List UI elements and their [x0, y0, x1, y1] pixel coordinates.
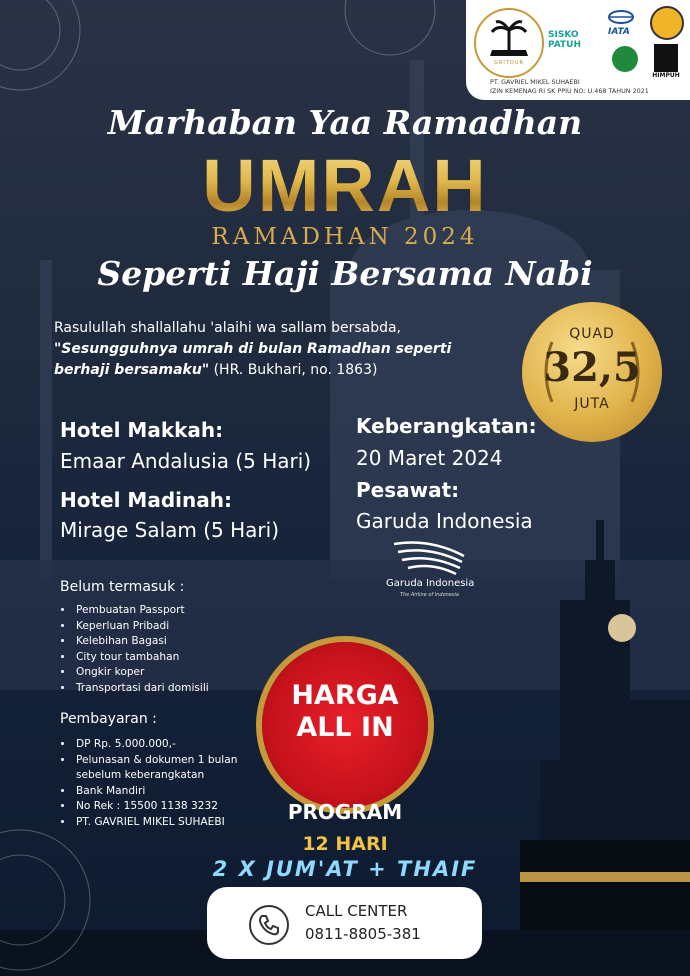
sisko-logo-text: SISKO [548, 30, 579, 40]
company-license [490, 78, 649, 96]
hotel-makkah-label: Hotel Makkah: [60, 418, 224, 442]
list-item: • Pembuatan Passport [74, 603, 274, 619]
himpuh-logo [654, 44, 678, 72]
partner-logos-card [466, 0, 690, 100]
airline-name: Garuda Indonesia [356, 509, 533, 533]
license-number: IZIN KEMENAG RI SK PPIU NO: U.468 TAHUN 2021 [490, 87, 649, 95]
company-name: PT. GAVRIEL MIKEL SUHAEBI [490, 78, 580, 86]
list-item: • No Rek : 15500 1138 3232 [74, 799, 274, 815]
program-label: PROGRAM [287, 800, 403, 824]
hotel-madinah-value: Mirage Salam (5 Hari) [60, 518, 280, 542]
page-title: UMRAH [0, 143, 690, 228]
list-item: • Transportasi dari domisili [74, 681, 274, 697]
call-center-label: CALL CENTER [305, 902, 408, 920]
hadith-quote [54, 318, 484, 381]
room-type: QUAD [569, 326, 615, 342]
list-item: • City tour tambahan [74, 650, 274, 666]
himpuh-logo-text: HIMPUH [652, 72, 680, 79]
greeting-heading: Marhaban Yaa Ramadhan [107, 103, 583, 142]
list-item: • Ongkir koper [74, 665, 274, 681]
payment-heading: Pembayaran : [60, 711, 157, 727]
price-amount: 32,5 [543, 344, 641, 391]
garuda-logo-tagline: The Airline of Indonesia [400, 592, 459, 598]
call-center-phone[interactable]: 0811-8805-381 [305, 925, 421, 943]
patuh-logo-text: PATUH [548, 40, 582, 50]
company-logo [474, 8, 544, 78]
all-in-price-badge [262, 642, 428, 808]
hadith-text: "Sesungguhnya umrah di bulan Ramadhan seperti berhaji bersamaku" [54, 341, 452, 378]
company-logo-text: GRITOUR [494, 60, 524, 66]
badge-line-2: ALL IN [296, 712, 394, 743]
list-item: • DP Rp. 5.000.000,- [74, 737, 274, 753]
excluded-heading: Belum termasuk : [60, 579, 185, 595]
hotel-makkah-value: Emaar Andalusia (5 Hari) [60, 449, 312, 473]
garuda-logo-text: Garuda Indonesia [386, 578, 475, 589]
list-item: • PT. GAVRIEL MIKEL SUHAEBI [74, 815, 274, 831]
globe-icon [608, 10, 634, 24]
departure-date: 20 Maret 2024 [356, 446, 503, 470]
hotel-madinah-label: Hotel Madinah: [60, 488, 232, 512]
program-duration: 12 HARI [302, 833, 388, 855]
price-badge [522, 302, 662, 442]
excluded-list [60, 603, 274, 697]
badge-line-1: HARGA [291, 680, 399, 711]
list-item: • Keperluan Pribadi [74, 619, 274, 635]
amphuri-logo [650, 6, 684, 40]
palm-tree-icon [476, 10, 542, 76]
tagline: Seperti Haji Bersama Nabi [97, 254, 593, 293]
kemenag-logo [612, 46, 638, 72]
hadith-source: (HR. Bukhari, no. 1863) [209, 362, 378, 378]
iata-logo-text: IATA [608, 27, 630, 37]
garuda-bird-icon [390, 538, 470, 578]
list-item: • Pelunasan & dokumen 1 bulan sebelum keberangkatan [74, 753, 274, 784]
list-item: • Kelebihan Bagasi [74, 634, 274, 650]
sisko-patuh-logo [548, 30, 581, 50]
list-item: • Bank Mandiri [74, 784, 274, 800]
airline-label: Pesawat: [356, 478, 460, 502]
price-unit: JUTA [574, 396, 610, 412]
page-subtitle: RAMADHAN 2024 [211, 224, 479, 250]
departure-label: Keberangkatan: [356, 414, 537, 438]
phone-icon [249, 905, 289, 945]
call-center-box[interactable] [207, 887, 482, 959]
iata-logo [608, 10, 634, 37]
program-extras: 2 X JUM'AT + THAIF [212, 857, 478, 881]
hadith-intro: Rasulullah shallallahu 'alaihi wa sallam bersabda, [54, 320, 401, 336]
